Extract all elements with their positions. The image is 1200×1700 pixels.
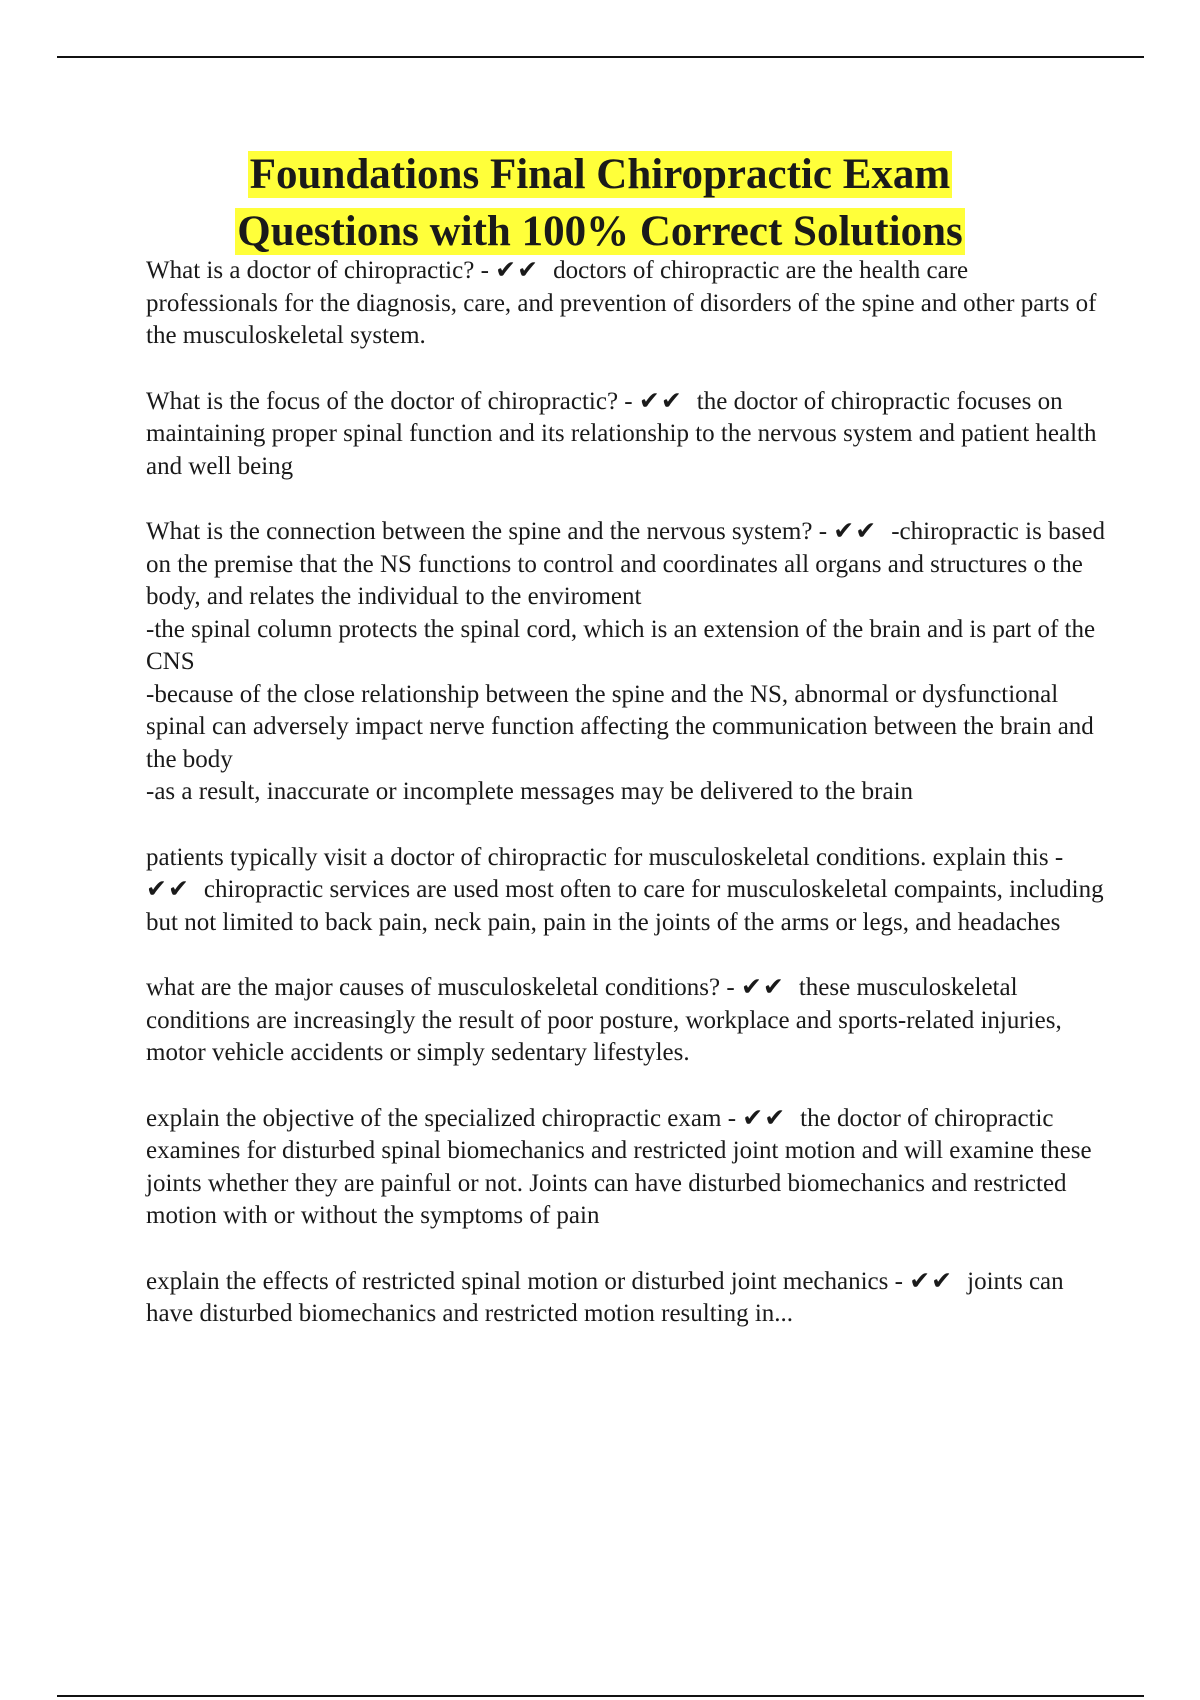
qa-item [146,1266,1106,1331]
check-mark-icon: ✔✔ [146,876,190,903]
answer-text: -chiropractic is based on the premise that the NS functions to control and coordinates all organs and structures o the body, and relates the individual to the enviroment [146,518,1105,610]
qa-item [146,255,1106,353]
answer-text: the doctor of chiropractic focuses on maintaining proper spinal function and its relationship to the nervous system and patient health and well being [146,387,1097,480]
qa-item [146,972,1106,1070]
check-mark-icon: ✔✔ [638,387,683,415]
document-body [146,255,1106,1364]
answer-line: -the spinal column protects the spinal cord, which is an extension of the brain and is part of the CNS [146,615,1096,675]
answer-text: these musculoskeletal conditions are increasingly the result of poor posture, workplace and sports-related injuries, motor vehicle accidents or simply sedentary lifestyles. [146,974,1062,1066]
answer-line: -as a result, inaccurate or incomplete messages may be delivered to the brain [146,778,914,805]
check-mark-icon: ✔✔ [833,518,878,545]
check-mark-icon: ✔✔ [740,974,785,1001]
answer-line: -because of the close relationship between the spine and the NS, abnormal or dysfunctional spinal can adversely impact nerve function affecting the communication between the brain and the body [146,680,1094,773]
question-text: what are the major causes of musculoskeletal conditions? - [146,974,741,1001]
question-text: What is a doctor of chiropractic? - [146,257,495,284]
check-mark-icon: ✔✔ [742,1104,787,1132]
question-text: patients typically visit a doctor of chiropractic for musculoskeletal conditions. explain this - [146,844,1063,871]
question-text: What is the focus of the doctor of chiropractic? - [146,388,639,415]
question-text: What is the connection between the spine and the nervous system? - [146,518,833,545]
answer-text: the doctor of chiropractic examines for disturbed spinal biomechanics and restricted joint motion and will examine these joints whether they are painful or not. Joints can have disturbed biomechanics and restricted motion with or without the symptoms of pain [146,1104,1092,1229]
qa-item [146,386,1106,484]
answer-text: chiropractic services are used most often to care for musculoskeletal compaints, including but not limited to back pain, neck pain, pain in the joints of the arms or legs, and headaches [146,876,1104,936]
answer-text: joints can have disturbed biomechanics and restricted motion resulting in... [146,1267,1064,1327]
title-line-2: Questions with 100% Correct Solutions [237,208,963,255]
top-rule [57,56,1144,58]
question-text: explain the objective of the specialized chiropractic exam - [146,1105,742,1132]
document-title [0,146,1200,260]
check-mark-icon: ✔✔ [495,257,540,284]
title-line-1: Foundations Final Chiropractic Exam [249,151,951,198]
qa-item [146,516,1106,809]
question-text: explain the effects of restricted spinal motion or disturbed joint mechanics - [146,1268,909,1295]
check-mark-icon: ✔✔ [909,1267,954,1295]
answer-text: doctors of chiropractic are the health care professionals for the diagnosis, care, and prevention of disorders of the spine and other parts of the musculoskeletal system. [146,257,1097,349]
bottom-rule [57,1695,1144,1697]
qa-item [146,842,1106,940]
qa-item [146,1103,1106,1233]
